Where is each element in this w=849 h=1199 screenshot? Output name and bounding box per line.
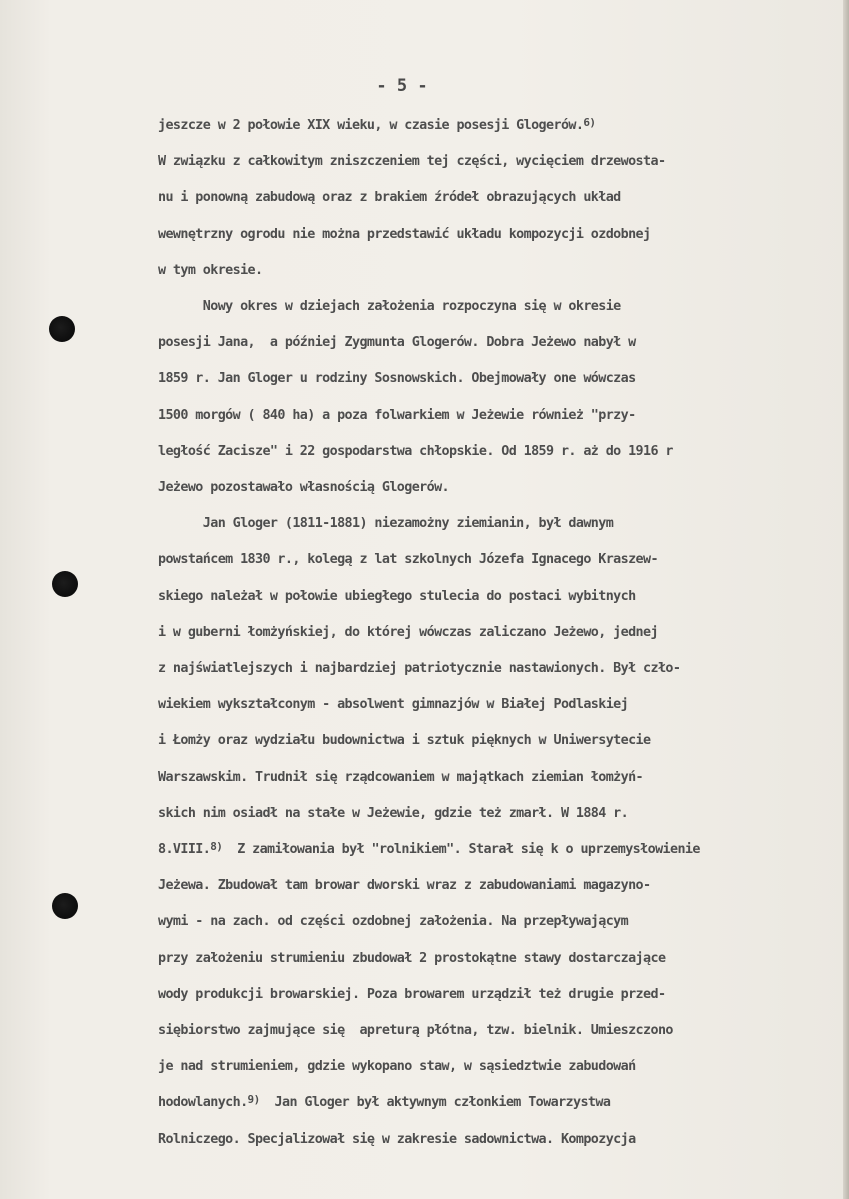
line-text: ległość Zacisze" i 22 gospodarstwa chłopskie. Od 1859 r. aż do 1916 r [158,443,673,459]
text-line [158,876,650,896]
line-text: posesji Jana, a później Zygmunta Glogerów. Dobra Jeżewo nabył w [158,335,636,351]
line-text: Jan Gloger (1811-1881) niezamożny ziemianin, był dawnym [158,516,614,532]
line-text: jeszcze w 2 połowie XIX wieku, w czasie posesji Glogerów. [158,118,584,133]
line-text: w tym okresie. [158,262,263,278]
line-text: Jeżewa. Zbudował tam browar dworski wraz z zabudowaniami magazyno- [158,878,651,894]
line-text: 1859 r. Jan Gloger u rodziny Sosnowskich. Obejmowały one wówczas [158,371,636,387]
text-line [158,949,665,969]
text-line [158,1057,636,1077]
line-text: hodowlanych. [158,1095,248,1111]
line-text: Nowy okres w dziejach założenia rozpoczyna się w okresie [158,299,621,314]
text-line [158,406,636,426]
text-line [158,188,621,208]
text-line [158,840,700,860]
text-line [158,804,628,824]
text-line [158,695,628,715]
text-line [158,442,673,462]
line-text: skich nim osiadł na stałe w Jeżewie, gdzie też zmarł. W 1884 r. [158,805,629,821]
page-edge [843,0,849,1199]
text-line [158,768,643,788]
punch-hole [49,316,75,342]
line-text: W związku z całkowitym zniszczeniem tej części, wycięciem drzewosta- [158,154,666,170]
text-line [158,225,650,245]
text-line [158,623,658,643]
text-line [158,985,665,1005]
line-text: wymi - na zach. od części ozdobnej założenia. Na przepływającym [158,914,629,930]
text-line [158,1130,636,1150]
line-text: 1500 morgów ( 840 ha) a poza folwarkiem w Jeżewie również "przy- [158,407,636,423]
text-line [158,912,628,932]
line-text: Jeżewo pozostawało własnością Glogerów. [158,480,450,495]
text-line [158,550,658,570]
punch-hole [52,571,78,597]
text-line [158,152,665,172]
line-text: skiego należał w połowie ubiegłego stulecia do postaci wybitnych [158,588,636,604]
text-line [158,1021,673,1041]
text-line [158,369,636,389]
text-line [158,478,449,498]
text-line [158,261,262,281]
text-line [158,514,613,534]
line-text: wewnętrzny ogrodu nie można przedstawić układu kompozycji ozdobnej [158,226,651,242]
punch-hole [52,893,78,919]
line-text: Rolniczego. Specjalizował się w zakresie sadownictwa. Kompozycja [158,1131,636,1147]
page-number: - 5 - [376,76,428,96]
footnote-marker: 9) [247,1093,260,1107]
text-line [158,587,636,607]
text-line [158,731,650,751]
line-text: powstańcem 1830 r., kolegą z lat szkolnych Józefa Ignacego Kraszew- [158,552,658,568]
footnote-marker: 6) [583,116,596,129]
line-text: Warszawskim. Trudnił się rządcowaniem w majątkach ziemian łomżyń- [158,769,644,785]
line-text: 8.VIII. [158,842,211,857]
text-line [158,297,621,317]
text-line [158,116,595,136]
line-text: je nad strumieniem, gdzie wykopano staw, w sąsiedztwie zabudowań [158,1059,636,1075]
line-text: i Łomży oraz wydziału budownictwa i sztuk pięknych w Uniwersytecie [158,733,651,749]
line-text: nu i ponowną zabudową oraz z brakiem źródeł obrazujących układ [158,190,621,206]
line-text: z najświatlejszych i najbardziej patriotycznie nastawionych. Był czło- [158,661,681,676]
line-text: wody produkcji browarskiej. Poza browarem urządził też drugie przed- [158,986,666,1002]
line-text: siębiorstwo zajmujące się apreturą płótna, tzw. bielnik. Umieszczono [158,1023,673,1038]
line-text: wiekiem wykształconym - absolwent gimnazjów w Białej Podlaskiej [158,697,629,713]
line-text: przy założeniu strumieniu zbudował 2 prostokątne stawy dostarczające [158,950,666,966]
line-text-continued: Z zamiłowania był "rolnikiem". Starał się k o uprzemysłowienie [222,842,700,857]
text-line [158,659,680,679]
line-text: i w guberni łomżyńskiej, do której wówczas zaliczano Jeżewo, jednej [158,624,658,640]
text-line [158,1093,610,1113]
text-line [158,333,636,353]
footnote-marker: 8) [210,840,223,853]
line-text-continued: Jan Gloger był aktywnym członkiem Towarzystwa [259,1095,611,1111]
